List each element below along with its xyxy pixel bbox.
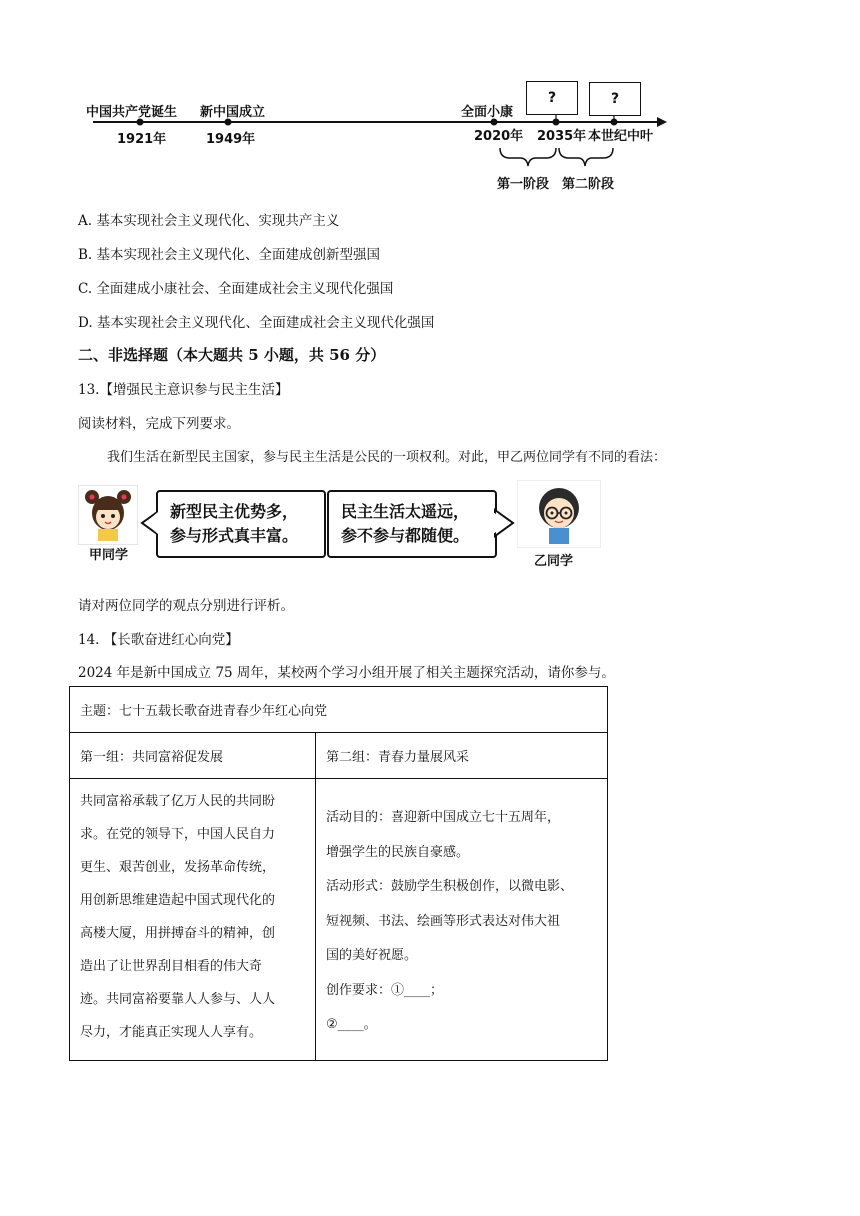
- group2-header: 第二组：青春力量展风采: [326, 750, 470, 765]
- group1-line: 共同富裕承载了亿万人民的共同盼: [80, 794, 276, 809]
- group2-content-cell: [316, 779, 608, 1061]
- table-theme: 主题：七十五载长歌奋进青春少年红心向党: [80, 704, 328, 719]
- group1-line: 更生、艰苦创业，发扬革命传统，: [80, 860, 276, 875]
- timeline: [0, 0, 860, 200]
- student-a-speech-bubble: [140, 490, 326, 558]
- student-b-avatar: [517, 480, 601, 548]
- group1-line: 尽力，才能真正实现人人享有。: [80, 1025, 263, 1040]
- event-label-1921: 中国共产党诞生: [86, 105, 178, 120]
- q14-title: 14. 【长歌奋进红心向党】: [78, 632, 239, 648]
- stage-2-label: 第二阶段: [562, 177, 615, 192]
- q13-task: 请对两位同学的观点分别进行评析。: [78, 598, 294, 614]
- event-year-1949: 1949年: [206, 132, 256, 147]
- group1-line: 高楼大厦，用拼搏奋斗的精神，创: [80, 926, 276, 941]
- unknown-box-midcentury: ?: [589, 82, 641, 116]
- student-a-line-2: 参与形式真丰富。: [170, 526, 299, 545]
- group2-line: 国的美好祝愿。: [326, 948, 418, 963]
- timeline-axis: [0, 0, 860, 200]
- section-title: 二、非选择题（本大题共 5 小题，共 56 分）: [78, 346, 386, 364]
- answer-blank-2: ②____。: [326, 1017, 377, 1032]
- group1-line: 造出了让世界刮目相看的伟大奇: [80, 959, 263, 974]
- student-b-name: 乙同学: [534, 554, 574, 569]
- group2-line: 活动目的：喜迎新中国成立七十五周年，: [326, 810, 561, 825]
- unknown-box-2035: ?: [526, 81, 578, 115]
- theme-table: [69, 686, 608, 1061]
- option-a: A. 基本实现社会主义现代化、实现共产主义: [78, 213, 340, 229]
- student-b-speech-bubble: [327, 490, 515, 558]
- group2-line: 增强学生的民族自豪感。: [326, 844, 470, 860]
- option-d: D. 基本实现社会主义现代化、全面建成社会主义现代化强国: [78, 315, 435, 331]
- student-a-line-1: 新型民主优势多，: [170, 502, 299, 521]
- event-year-2020: 2020年: [474, 129, 524, 144]
- group2-header-cell: [316, 733, 608, 779]
- q13-material: 我们生活在新型民主国家，参与民主生活是公民的一项权利。对此，甲乙两位同学有不同的看法：: [107, 450, 667, 465]
- event-label-2020: 全面小康: [461, 105, 514, 120]
- group2-line: 短视频、书法、绘画等形式表达对伟大祖: [326, 913, 561, 929]
- group1-line: 迹。共同富裕要靠人人参与、人人: [80, 992, 276, 1007]
- event-label-1949: 新中国成立: [200, 105, 266, 120]
- student-a-name: 甲同学: [89, 548, 129, 563]
- q13-instruction: 阅读材料，完成下列要求。: [78, 416, 240, 432]
- student-b-line-1: 民主生活太遥远，: [341, 502, 470, 521]
- group1-content-cell: [70, 779, 316, 1061]
- q14-intro: 2024 年是新中国成立 75 周年，某校两个学习小组开展了相关主题探究活动，请你参与。: [78, 665, 615, 681]
- event-year-midcentury: 本世纪中叶: [588, 129, 654, 144]
- group1-header-cell: [70, 733, 316, 779]
- stage-1-label: 第一阶段: [497, 177, 550, 192]
- group1-header: 第一组：共同富裕促发展: [80, 750, 224, 765]
- group1-line: 用创新思维建造起中国式现代化的: [80, 893, 276, 908]
- event-year-1921: 1921年: [117, 132, 167, 147]
- answer-blank-1: 创作要求：①____；: [326, 982, 444, 998]
- table-theme-cell: [70, 687, 608, 733]
- q13-title: 13.【增强民主意识参与民主生活】: [78, 382, 289, 398]
- student-b-line-2: 参不参与都随便。: [341, 526, 470, 545]
- group1-line: 求。在党的领导下，中国人民自力: [80, 827, 276, 842]
- option-c: C. 全面建成小康社会、全面建成社会主义现代化强国: [78, 281, 394, 297]
- student-a-avatar: [78, 485, 138, 545]
- group2-line: 活动形式：鼓励学生积极创作，以微电影、: [326, 879, 574, 894]
- option-b: B. 基本实现社会主义现代化、全面建成创新型强国: [78, 247, 381, 263]
- event-year-2035: 2035年: [537, 129, 587, 144]
